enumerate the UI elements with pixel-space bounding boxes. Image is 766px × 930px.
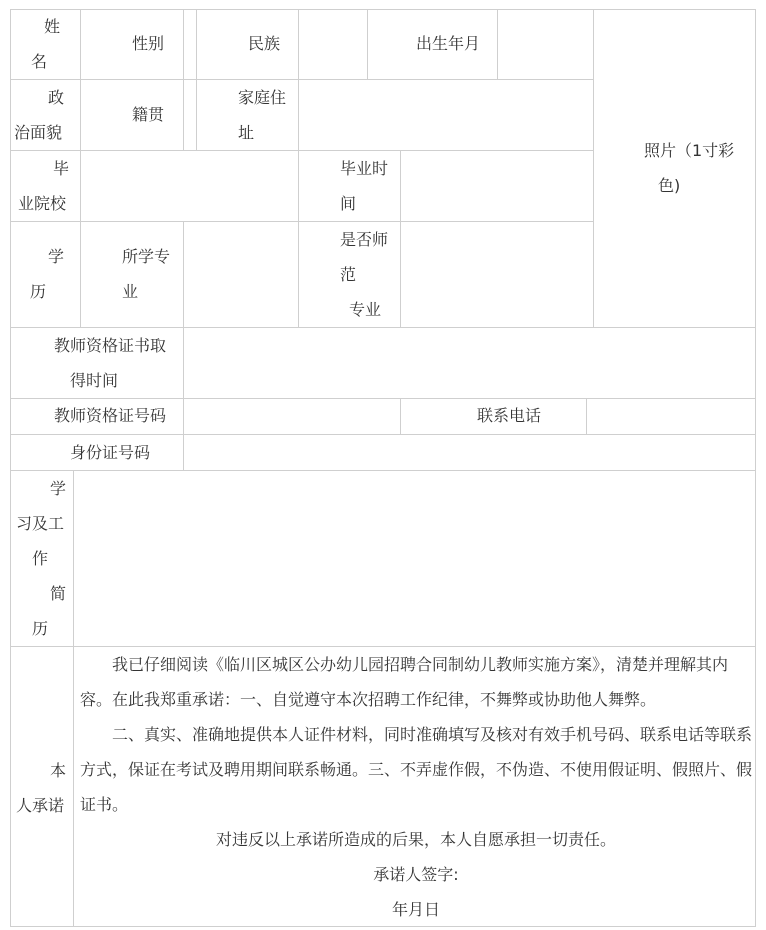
photo-label: 照片（1寸彩 xyxy=(644,141,735,160)
row-divider xyxy=(10,470,756,471)
border-left xyxy=(10,9,11,927)
col-divider xyxy=(400,150,401,327)
col-divider xyxy=(196,9,197,151)
school-label: 毕 xyxy=(52,159,69,178)
pledge-paragraph-1: 我已仔细阅读《临川区城区公办幼儿园招聘合同制幼儿教师实施方案》，清楚并理解其内容。在此我郑重承诺：一、自觉遵守本次招聘工作纪律，不舞弊或协助他人舞弊。 xyxy=(80,655,729,709)
col-divider xyxy=(593,9,594,327)
birth-label: 出生年月 xyxy=(416,34,481,53)
ethnicity-label: 民族 xyxy=(248,34,281,53)
col-divider xyxy=(367,9,368,80)
phone-label: 联系电话 xyxy=(477,406,542,425)
photo-label-cont: 色) xyxy=(658,176,681,195)
col-divider xyxy=(400,398,401,435)
row-divider xyxy=(10,221,594,222)
name-label-cont: 名 xyxy=(30,52,47,71)
border-top xyxy=(10,9,756,10)
row-divider xyxy=(10,79,594,80)
name-label: 姓 xyxy=(43,17,60,36)
address-label-cont: 址 xyxy=(238,123,255,142)
major-label: 所学专 xyxy=(122,247,171,266)
political-label: 政 xyxy=(47,88,64,107)
col-divider xyxy=(183,221,184,327)
pledge-label: 本 xyxy=(49,761,66,780)
resume-label-cont3: 简 xyxy=(49,584,66,603)
cert-time-label-cont: 得时间 xyxy=(70,371,119,390)
school-label-cont: 业院校 xyxy=(18,194,67,213)
date-line: 年月日 xyxy=(391,900,440,919)
resume-label-cont2: 作 xyxy=(32,549,49,568)
degree-label: 学 xyxy=(47,247,64,266)
gradtime-label: 毕业时 xyxy=(340,159,389,178)
col-divider xyxy=(586,398,587,435)
gradtime-label-cont: 间 xyxy=(340,194,357,213)
degree-label-cont: 历 xyxy=(30,282,47,301)
col-divider xyxy=(183,9,184,151)
normal-label-cont2: 专业 xyxy=(349,300,382,319)
major-label-cont: 业 xyxy=(122,282,139,301)
pledge-label-cont: 人承诺 xyxy=(16,796,65,815)
normal-label-cont: 范 xyxy=(340,265,357,284)
signature-line: 承诺人签字: xyxy=(373,865,459,884)
normal-label: 是否师 xyxy=(340,230,389,249)
cert-number-label: 教师资格证号码 xyxy=(54,406,167,425)
border-right xyxy=(755,9,756,927)
row-divider xyxy=(10,150,594,151)
gender-label: 性别 xyxy=(132,34,165,53)
resume-label-cont4: 历 xyxy=(32,619,49,638)
col-divider xyxy=(497,9,498,80)
pledge-paragraph-3: 对违反以上承诺所造成的后果，本人自愿承担一切责任。 xyxy=(215,830,616,849)
id-number-label: 身份证号码 xyxy=(70,443,151,462)
political-label-cont: 治面貌 xyxy=(14,123,63,142)
pledge-paragraph-2: 二、真实、准确地提供本人证件材料，同时准确填写及核对有效手机号码、联系电话等联系方式，保证在考试及聘用期间联系畅通。三、不弄虚作假，不伪造、不使用假证明、假照片、假证书。 xyxy=(80,725,753,814)
address-label: 家庭住 xyxy=(238,88,287,107)
col-divider xyxy=(80,9,81,327)
pledge-text xyxy=(80,647,752,927)
col-divider xyxy=(73,470,74,927)
resume-label-cont: 习及工 xyxy=(16,514,65,533)
cert-time-label: 教师资格证书取 xyxy=(54,336,167,355)
col-divider xyxy=(183,327,184,471)
col-divider xyxy=(298,9,299,327)
resume-label: 学 xyxy=(49,479,66,498)
native-label: 籍贯 xyxy=(132,105,165,124)
